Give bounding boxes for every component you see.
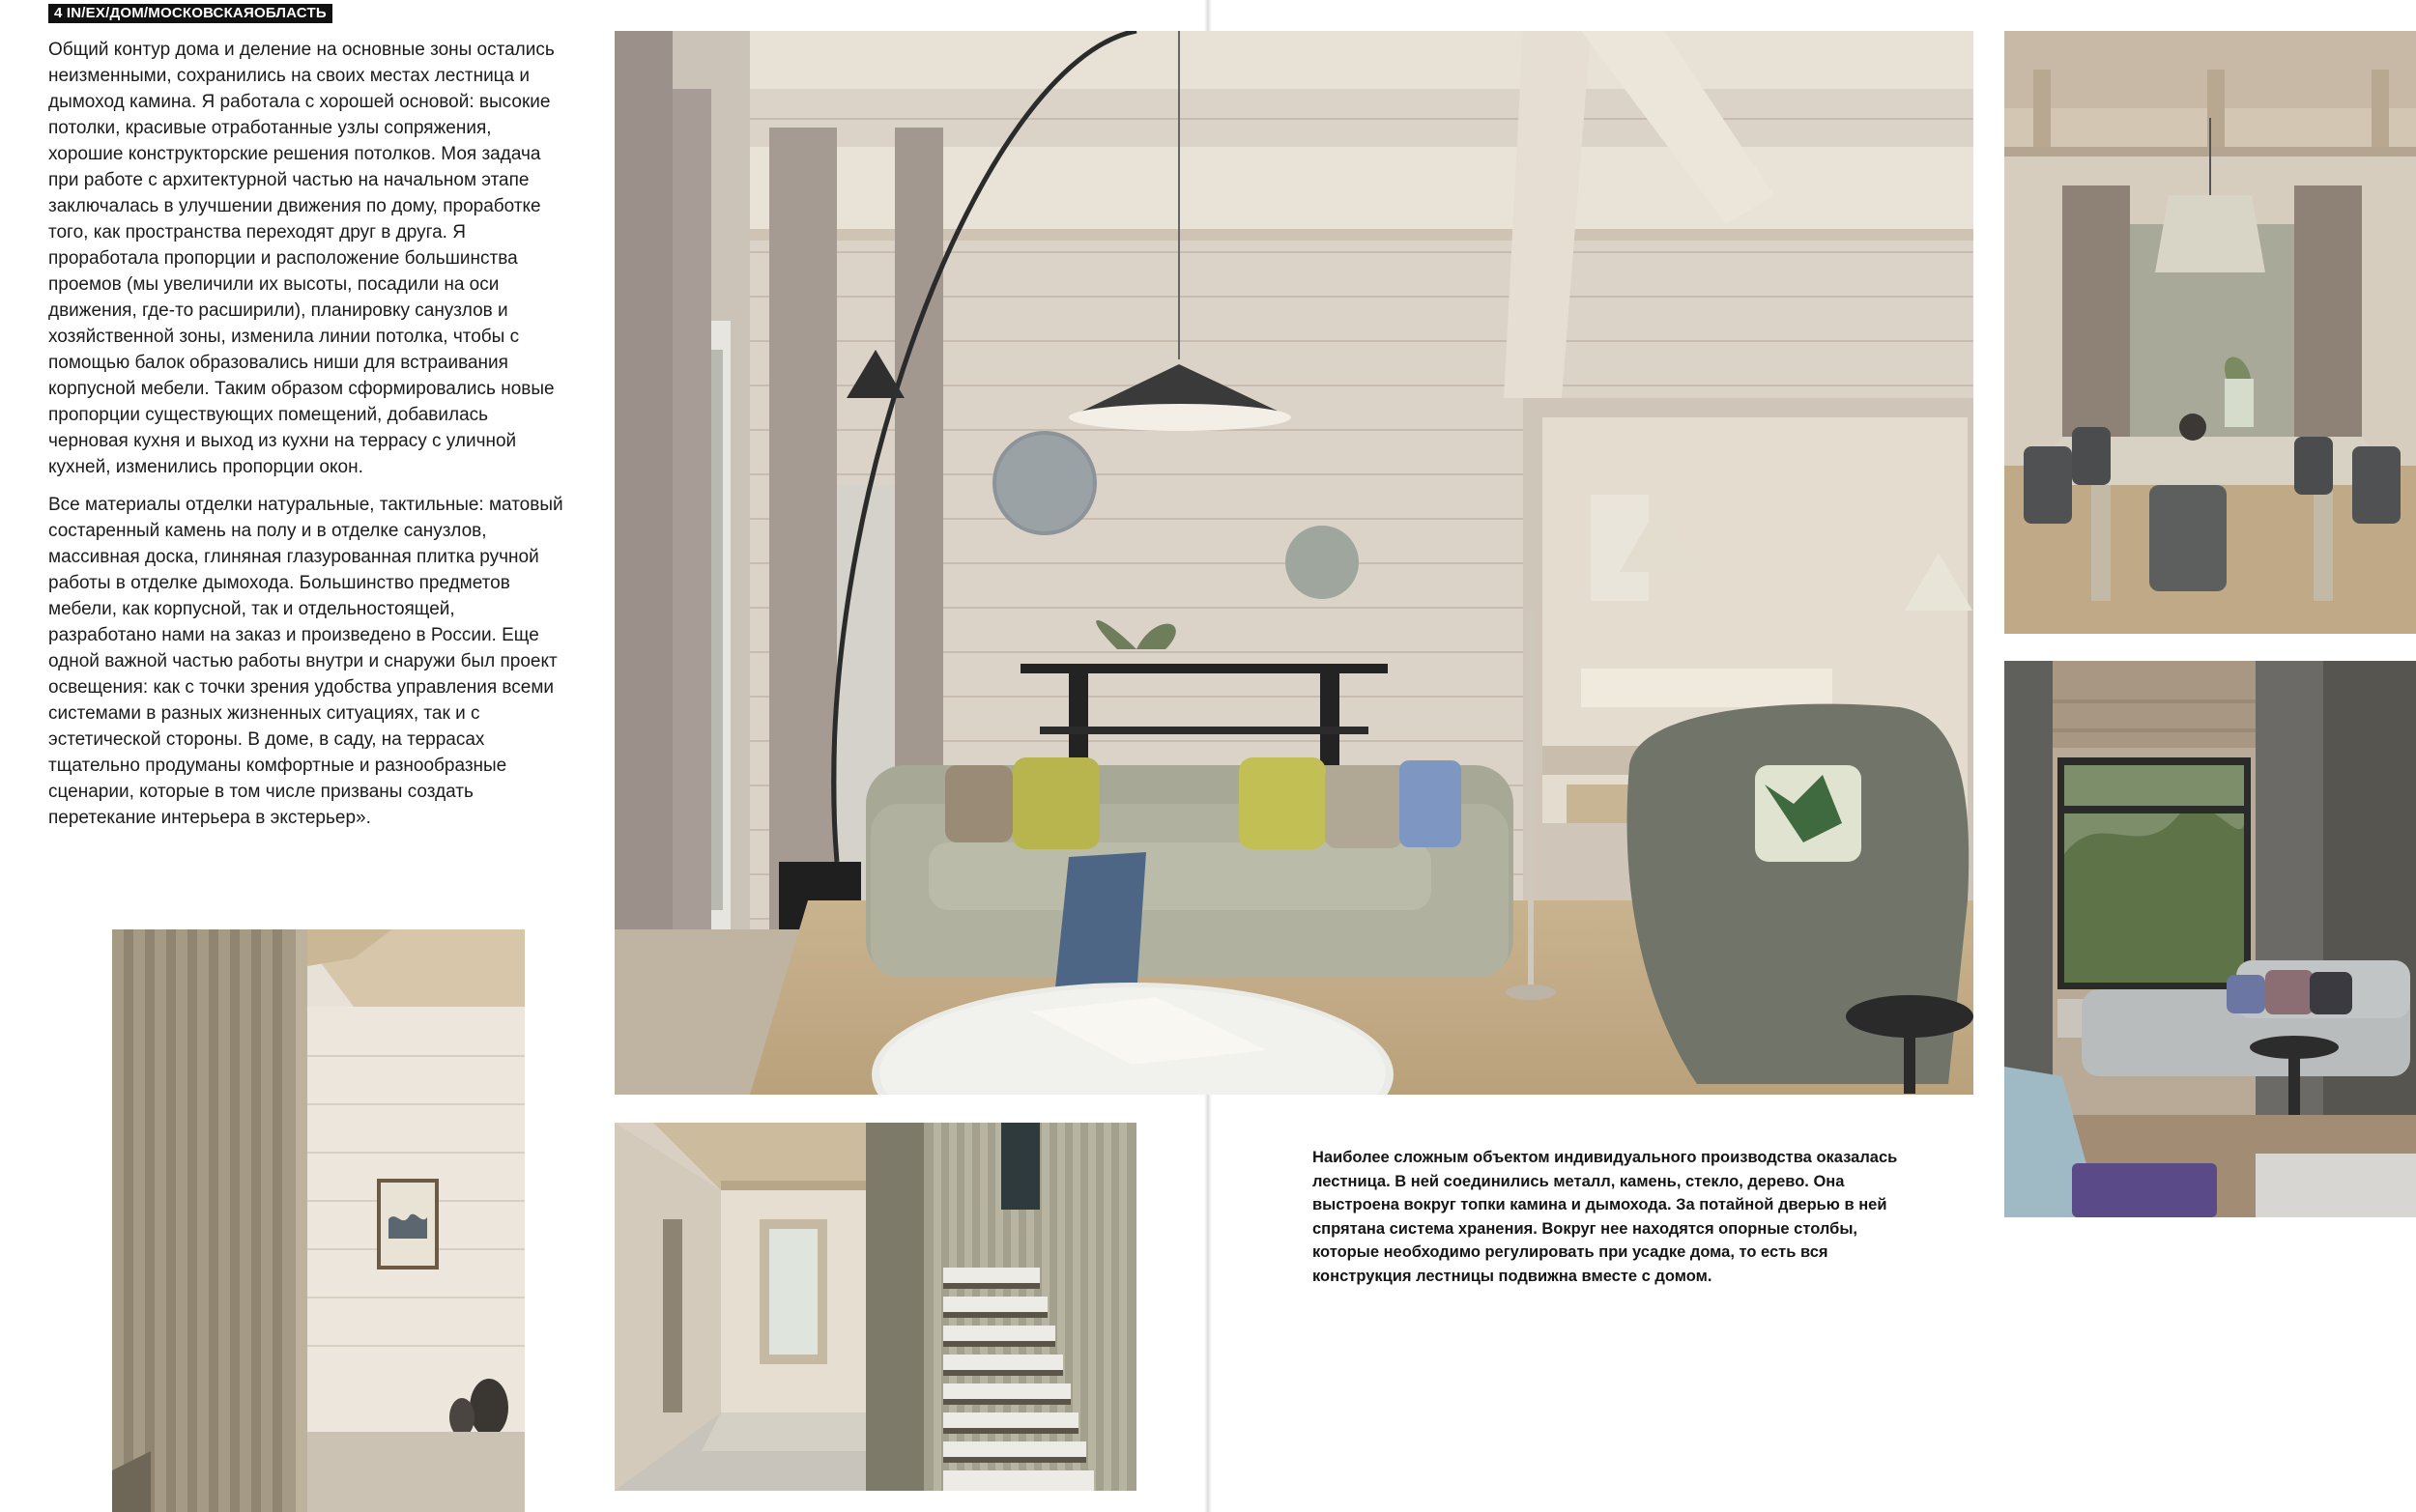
slatted-hall-photo <box>112 929 525 1512</box>
staircase-caption: Наиболее сложным объектом индивидуального производства оказалась лестница. В ней соединились металл, камень, стекло, дерево. Она выстроена вокруг топки камина и дымохода. За потайной дверью в ней спрятана система хранения. Вокруг нее находятся опорные столбы, которые необходимо регулировать при усадке дома, то есть вся конструкция лестницы подвижна вместе с домом. <box>1312 1149 1898 1285</box>
staircase-corridor-photo <box>615 1123 1136 1491</box>
living-room-photo <box>615 31 1973 1095</box>
bedroom-photo <box>2004 661 2416 1217</box>
article-paragraph-2: Все материалы отделки натуральные, тактильные: матовый состаренный камень на полу и в отделке санузлов, массивная доска, глиняная глазурованная плитка ручной работы в отделке дымохода. Большинство предметов мебели, как корпусной, так и отдельностоящей, разработано нами на заказ и произведено в России. Еще одной важной частью работы внутри и снаружи был проект освещения: как с точки зрения удобства управления всеми системами в разных жизненных ситуациях, так и с эстетической стороны. В доме, в саду, на террасах тщательно продуманы комфортные и разнообразные сценарии, которые в том числе призваны создать перетекание интерьера в экстерьер». <box>48 495 563 828</box>
article-text <box>48 37 565 842</box>
running-head: 4 IN/EX/ДОМ/МОСКОВСКАЯОБЛАСТЬ <box>48 4 332 23</box>
dining-room-photo <box>2004 31 2416 634</box>
article-paragraph-1: Общий контур дома и деление на основные зоны остались неизменными, сохранились на своих местах лестница и дымоход камина. Я работала с хорошей основой: высокие потолки, красивые отработанные узлы сопряжения, хорошие конструкторские решения потолков. Моя задача при работе с архитектурной частью на начальном этапе заключалась в улучшении движения по дому, проработке того, как пространства переходят друг в друга. Я проработала пропорции и расположение большинства проемов (мы увеличили их высоты, посадили на оси движения, где-то расширили), планировку санузлов и хозяйственной зоны, изменила линии потолка, чтобы с помощью балок образовались ниши для встраивания корпусной мебели. Таким образом сформировались новые пропорции существующих помещений, добавилась черновая кухня и выход из кухни на террасу с уличной кухней, изменились пропорции окон. <box>48 40 555 477</box>
